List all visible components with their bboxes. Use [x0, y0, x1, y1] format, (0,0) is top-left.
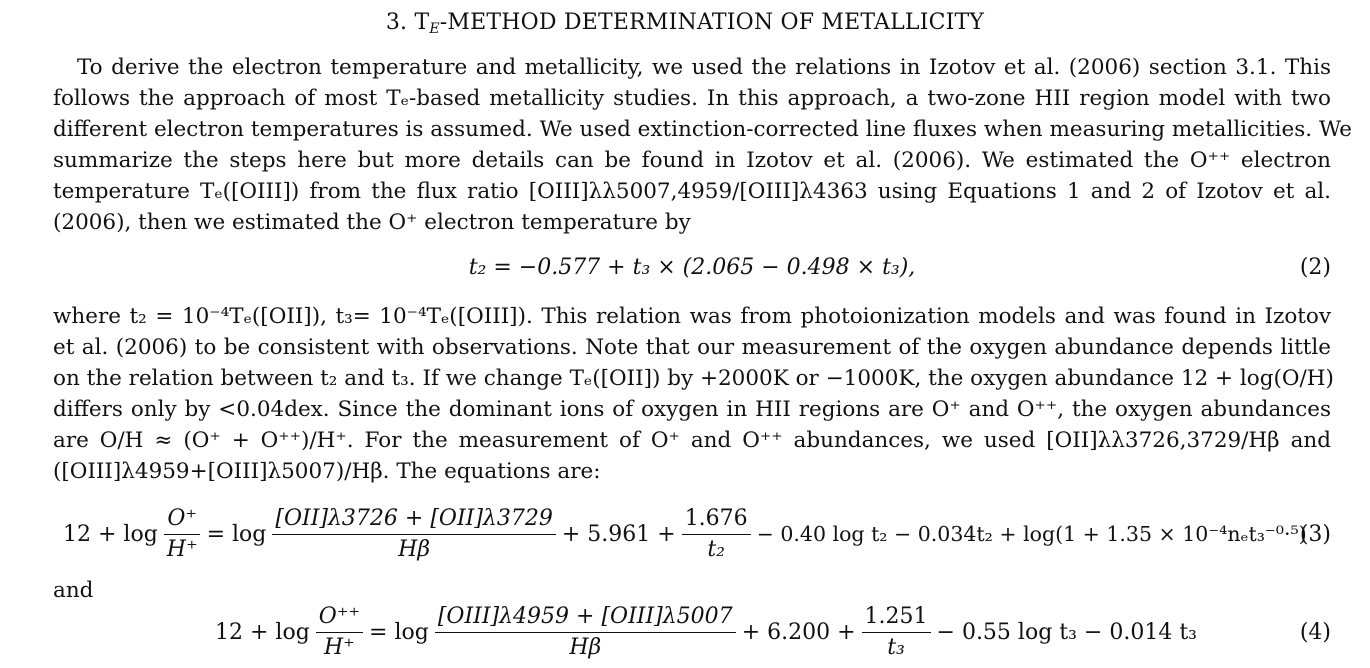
eq4-flux-fraction [435, 603, 736, 662]
p1-line-6: (2006), then we estimated the O⁺ electron temperature by [53, 210, 691, 235]
p1-line-5: temperature Tₑ([OIII]) from the flux ratio [OIII]λλ5007,4959/[OIII]λ4363 using Equations 1 and 2 of Izotov et al. [53, 179, 1331, 204]
eq4-eq-log: = log [369, 619, 429, 645]
eq4-tail: − 0.55 log t₃ − 0.014 t₃ [936, 619, 1197, 645]
eq3-tail: − 0.40 log t₂ − 0.034t₂ + log(1 + 1.35 × 10⁻⁴nₑt₃⁻⁰·⁵) [756, 522, 1307, 546]
eq4-lhs-den: H⁺ [324, 634, 355, 660]
eq3-temp-fraction [682, 505, 751, 564]
eq3-f1-num: [OII]λ3726 + [OII]λ3729 [272, 505, 555, 535]
eq3-f2-den: t₂ [707, 536, 726, 562]
equation-2-number: (2) [1299, 255, 1331, 280]
eq3-mid: + 5.961 + [561, 521, 676, 547]
p1-line-4: summarize the steps here but more details can be found in Izotov et al. (2006). We estimated the O⁺⁺ electron [53, 148, 1331, 173]
equation-2-expr: t₂ = −0.577 + t₃ × (2.065 − 0.498 × t₃), [468, 255, 916, 280]
eq4-f2-den: t₃ [887, 634, 905, 660]
p2-line-2: et al. (2006) to be consistent with observations. Note that our measurement of the oxygen abundance depends little [53, 335, 1331, 360]
eq4-lhs-pre: 12 + log [215, 619, 310, 645]
eq3-f2-num: 1.676 [682, 505, 751, 535]
eq3-flux-fraction [272, 505, 555, 564]
title-pre: T [414, 10, 430, 35]
eq3-eq-log: = log [206, 521, 267, 547]
equation-3 [53, 502, 1331, 566]
eq3-f1-den: Hβ [398, 536, 431, 562]
eq4-lhs-fraction [316, 603, 363, 662]
eq3-lhs-pre: 12 + log [63, 521, 158, 547]
title-subscript: E [429, 21, 440, 37]
eq3-lhs-fraction [164, 505, 201, 564]
eq4-f1-den: Hβ [569, 634, 602, 660]
equation-4-body [215, 603, 1197, 662]
eq4-temp-fraction [862, 603, 931, 662]
paragraph-2 [53, 301, 1334, 487]
p2-line-5: are O/H ≈ (O⁺ + O⁺⁺)/H⁺. For the measurement of O⁺ and O⁺⁺ abundances, we used [OII]λλ3726,3729/Hβ and [53, 428, 1331, 453]
paragraph-1 [53, 52, 1353, 238]
equation-3-number: (3) [1299, 521, 1331, 547]
p1-line-2: follows the approach of most Tₑ-based metallicity studies. In this approach, a two-zone HII region model with two [53, 86, 1331, 111]
eq4-f1-num: [OIII]λ4959 + [OIII]λ5007 [435, 603, 736, 633]
section-title [0, 10, 1370, 37]
equation-2 [53, 255, 1331, 280]
title-post: -METHOD DETERMINATION OF METALLICITY [439, 10, 985, 35]
p1-line-3: different electron temperatures is assumed. We used extinction-corrected line fluxes when measuring metallicities. We [53, 117, 1353, 142]
equation-4-number: (4) [1299, 619, 1331, 645]
equation-3-body [63, 505, 1307, 564]
p1-line-1: To derive the electron temperature and metallicity, we used the relations in Izotov et al. (2006) section 3.1. This [77, 55, 1331, 80]
eq3-lhs-den: H⁺ [166, 536, 198, 562]
p2-line-1: where t₂ = 10⁻⁴Tₑ([OII]), t₃= 10⁻⁴Tₑ([OIII]). This relation was from photoionization models and was found in Izotov [53, 304, 1331, 329]
eq4-lhs-num: O⁺⁺ [316, 603, 363, 633]
eq3-lhs-num: O⁺ [164, 505, 200, 535]
eq4-f2-num: 1.251 [862, 603, 931, 633]
section-number: 3. [385, 10, 408, 35]
p2-line-6: ([OIII]λ4959+[OIII]λ5007)/Hβ. The equations are: [53, 459, 601, 484]
and-text: and [53, 578, 94, 603]
p2-line-3: on the relation between t₂ and t₃. If we change Tₑ([OII]) by +2000K or −1000K, the oxygen abundance 12 + log(O/H) [53, 366, 1334, 391]
eq4-mid: + 6.200 + [741, 619, 856, 645]
equation-4 [53, 600, 1331, 664]
p2-line-4: differs only by <0.04dex. Since the dominant ions of oxygen in HII regions are O⁺ and O⁺⁺, the oxygen abundances [53, 397, 1331, 422]
